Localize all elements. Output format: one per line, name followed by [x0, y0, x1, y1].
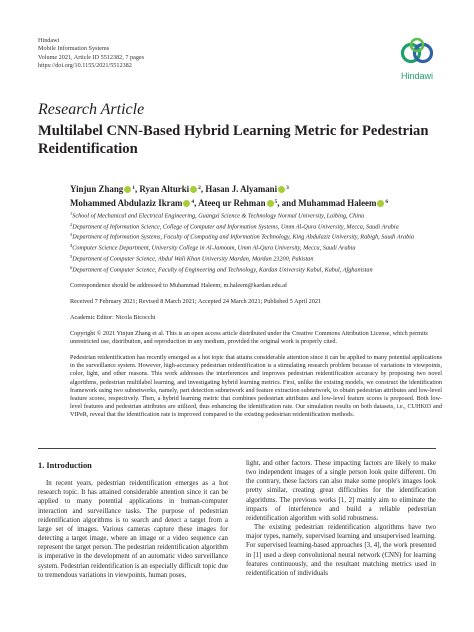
- journal-name: Mobile Information Systems: [38, 45, 110, 53]
- author-name[interactable]: Yinjun Zhang: [70, 184, 124, 194]
- author-name[interactable]: Muhammad Haleem: [298, 198, 377, 208]
- affiliation: [70, 242, 442, 253]
- affiliation-text: Department of Computer Science, Abdul Wali Khan University Mardan, Mardan 23200, Pakistan: [72, 255, 314, 263]
- author-name[interactable]: Ateeq ur Rehman: [198, 198, 266, 208]
- affiliation-text: Computer Science Department, University College in Al-Jamoum, Umm Al-Qura University, Mecca, Saudi Arabia: [72, 244, 356, 252]
- author-affil-ref: 3: [286, 185, 289, 191]
- affiliation-text: School of Mechanical and Electrical Engineering, Guangxi Science & Technology Normal University, Laibing, China: [72, 212, 365, 220]
- hindawi-logo-icon: [399, 36, 435, 70]
- abstract-text: Pedestrian reidentification has recently emerged as a hot topic that attains considerable attention since it can be applied to many potential applications in the surveillance system. However, high-accuracy pedestrian reidentification is a stimulating research problem because of variations in viewpoints, color, light, and other reasons. This work addresses the interferences and improves pedestrian reidentification accuracy by proposing two novel algorithms, pedestrian multilabel learning, and investigating hybrid learning metrics. First, unlike the existing models, we construct the identification framework using two subnetworks, namely, part detection subnetwork and feature extraction subnetwork, to obtain pedestrian attributes and low-level feature scores, respectively. Then, a hybrid learning metric that combines pedestrian attributes and low-level feature scores is proposed. Both low-level features and pedestrian attributes are utilized, thus enhancing the identification rate. Our simulation results on both datasets, i.e., CUHK03 and VIPeR, reveal that the identification rate is improved compared to the existing pedestrian reidentification methods.: [70, 354, 442, 419]
- affiliation-number: 6: [70, 264, 73, 270]
- left-column: [38, 461, 228, 580]
- volume-info: Volume 2021, Article ID 5512382, 7 pages: [38, 53, 145, 61]
- correspondence-note: Correspondence should be addressed to Muhammad Haleem; m.haleem@kardan.edu.af: [70, 282, 288, 289]
- orcid-icon[interactable]: [183, 200, 190, 207]
- publisher-name: Hindawi: [38, 37, 60, 44]
- orcid-icon[interactable]: [278, 186, 285, 193]
- body-paragraph: In recent years, pedestrian reidentification emerges as a hot research topic. It has attained considerable attention since it can be applied to many potential applications in human-computer interaction and surveillance tasks. The purpose of pedestrian reidentification algorithms is to search and detect a target from a large set of images. Various cameras capture these images for detecting a target image, where an image or a video sequence can represent the target person. The pedestrian reidentification algorithm is imperative in the development of an automatic video surveillance system. Pedestrian reidentification is an especially difficult topic due to tremendous variations in viewpoints, human poses,: [38, 480, 228, 579]
- affiliation: [70, 264, 442, 275]
- author-name[interactable]: Mohammed Abdulaziz Ikram: [70, 198, 183, 208]
- orcid-icon[interactable]: [377, 200, 384, 207]
- author-separator: ,: [194, 198, 199, 208]
- orcid-icon[interactable]: [267, 200, 274, 207]
- article-title: Multilabel CNN-Based Hybrid Learning Metric for Pedestrian Reidentification: [38, 123, 429, 157]
- section-heading: 1. Introduction: [38, 461, 92, 470]
- author-affil-ref: 1: [132, 185, 135, 191]
- right-column: [246, 459, 436, 578]
- body-paragraph: light, and other factors. These impacting factors are likely to make two independent images of a single person look quite different. On the contrary, these factors can also make some people's images look pretty similar, creating great difficulties for the identification algorithms. The previous works [1, 2] mainly aim to eliminate the impacts of interference and build a reliable pedestrian reidentification algorithm with solid robustness.: [246, 460, 436, 522]
- article-type: Research Article: [38, 101, 145, 118]
- author-separator: , and: [277, 198, 299, 208]
- author-affil-ref: 2: [198, 185, 201, 191]
- affiliation: [70, 210, 442, 221]
- doi-link[interactable]: https://doi.org/10.1155/2021/5512382: [38, 62, 132, 70]
- copyright-notice: Copyright © 2021 Yinjun Zhang et al. This is an open access article distributed under the Creative Commons Attribution License, which permits unrestricted use, distribution, and reproduction in any medium, provided the original work is properly cited.: [70, 330, 428, 346]
- academic-editor: Academic Editor: Nicola Bicocchi: [70, 314, 156, 321]
- affiliation-number: 5: [70, 253, 73, 259]
- affiliation: [70, 221, 442, 232]
- affiliation-number: 3: [70, 232, 73, 238]
- affiliation-number: 2: [70, 221, 73, 227]
- hindawi-logo: [392, 36, 442, 84]
- affiliation-text: Department of Information Systems, Faculty of Computing and Information Technology, King Abdulaziz University, Rabigh, Saudi Arabia: [72, 233, 414, 241]
- affiliation-number: 1: [70, 211, 73, 216]
- author-name[interactable]: Hasan J. Alyamani: [205, 184, 278, 194]
- logo-wordmark: Hindawi: [400, 71, 433, 81]
- author-separator: ,: [134, 184, 140, 194]
- orcid-icon[interactable]: [124, 186, 131, 193]
- author-name[interactable]: Ryan Alturki: [139, 184, 190, 194]
- affiliation-text: Department of Information Science, College of Computer and Information Systems, Umm Al-Qura University, Mecca, Saudi Arabia: [72, 223, 399, 231]
- affiliation-list: [70, 210, 442, 274]
- author-list: [70, 182, 450, 210]
- affiliation-number: 4: [70, 243, 73, 249]
- author-affil-ref: 6: [385, 199, 389, 205]
- author-separator: ,: [200, 184, 206, 194]
- author-affil-ref: 4: [191, 199, 195, 205]
- journal-meta: [38, 37, 144, 71]
- publication-dates: Received 7 February 2021; Revised 8 March 2021; Accepted 24 March 2021; Published 5 April 2021: [70, 298, 322, 305]
- affiliation: [70, 253, 442, 264]
- orcid-icon[interactable]: [190, 186, 197, 193]
- section-divider: [38, 448, 436, 449]
- author-affil-ref: 5: [274, 199, 278, 205]
- affiliation: [70, 231, 442, 242]
- body-paragraph: The existing pedestrian reidentification algorithms have two major types, namely, supervised learning and unsupervised learning. For supervised learning-based approaches [3, 4], the work presented in [1] used a deep convolutional neural network (CNN) for learning features continuously, and the resultant matching metrics used in reidentification of individuals: [246, 524, 436, 577]
- affiliation-text: Department of Computer Science, Faculty of Engineering and Technology, Kardan University Kabul, Kabul, Afghanistan: [72, 266, 373, 274]
